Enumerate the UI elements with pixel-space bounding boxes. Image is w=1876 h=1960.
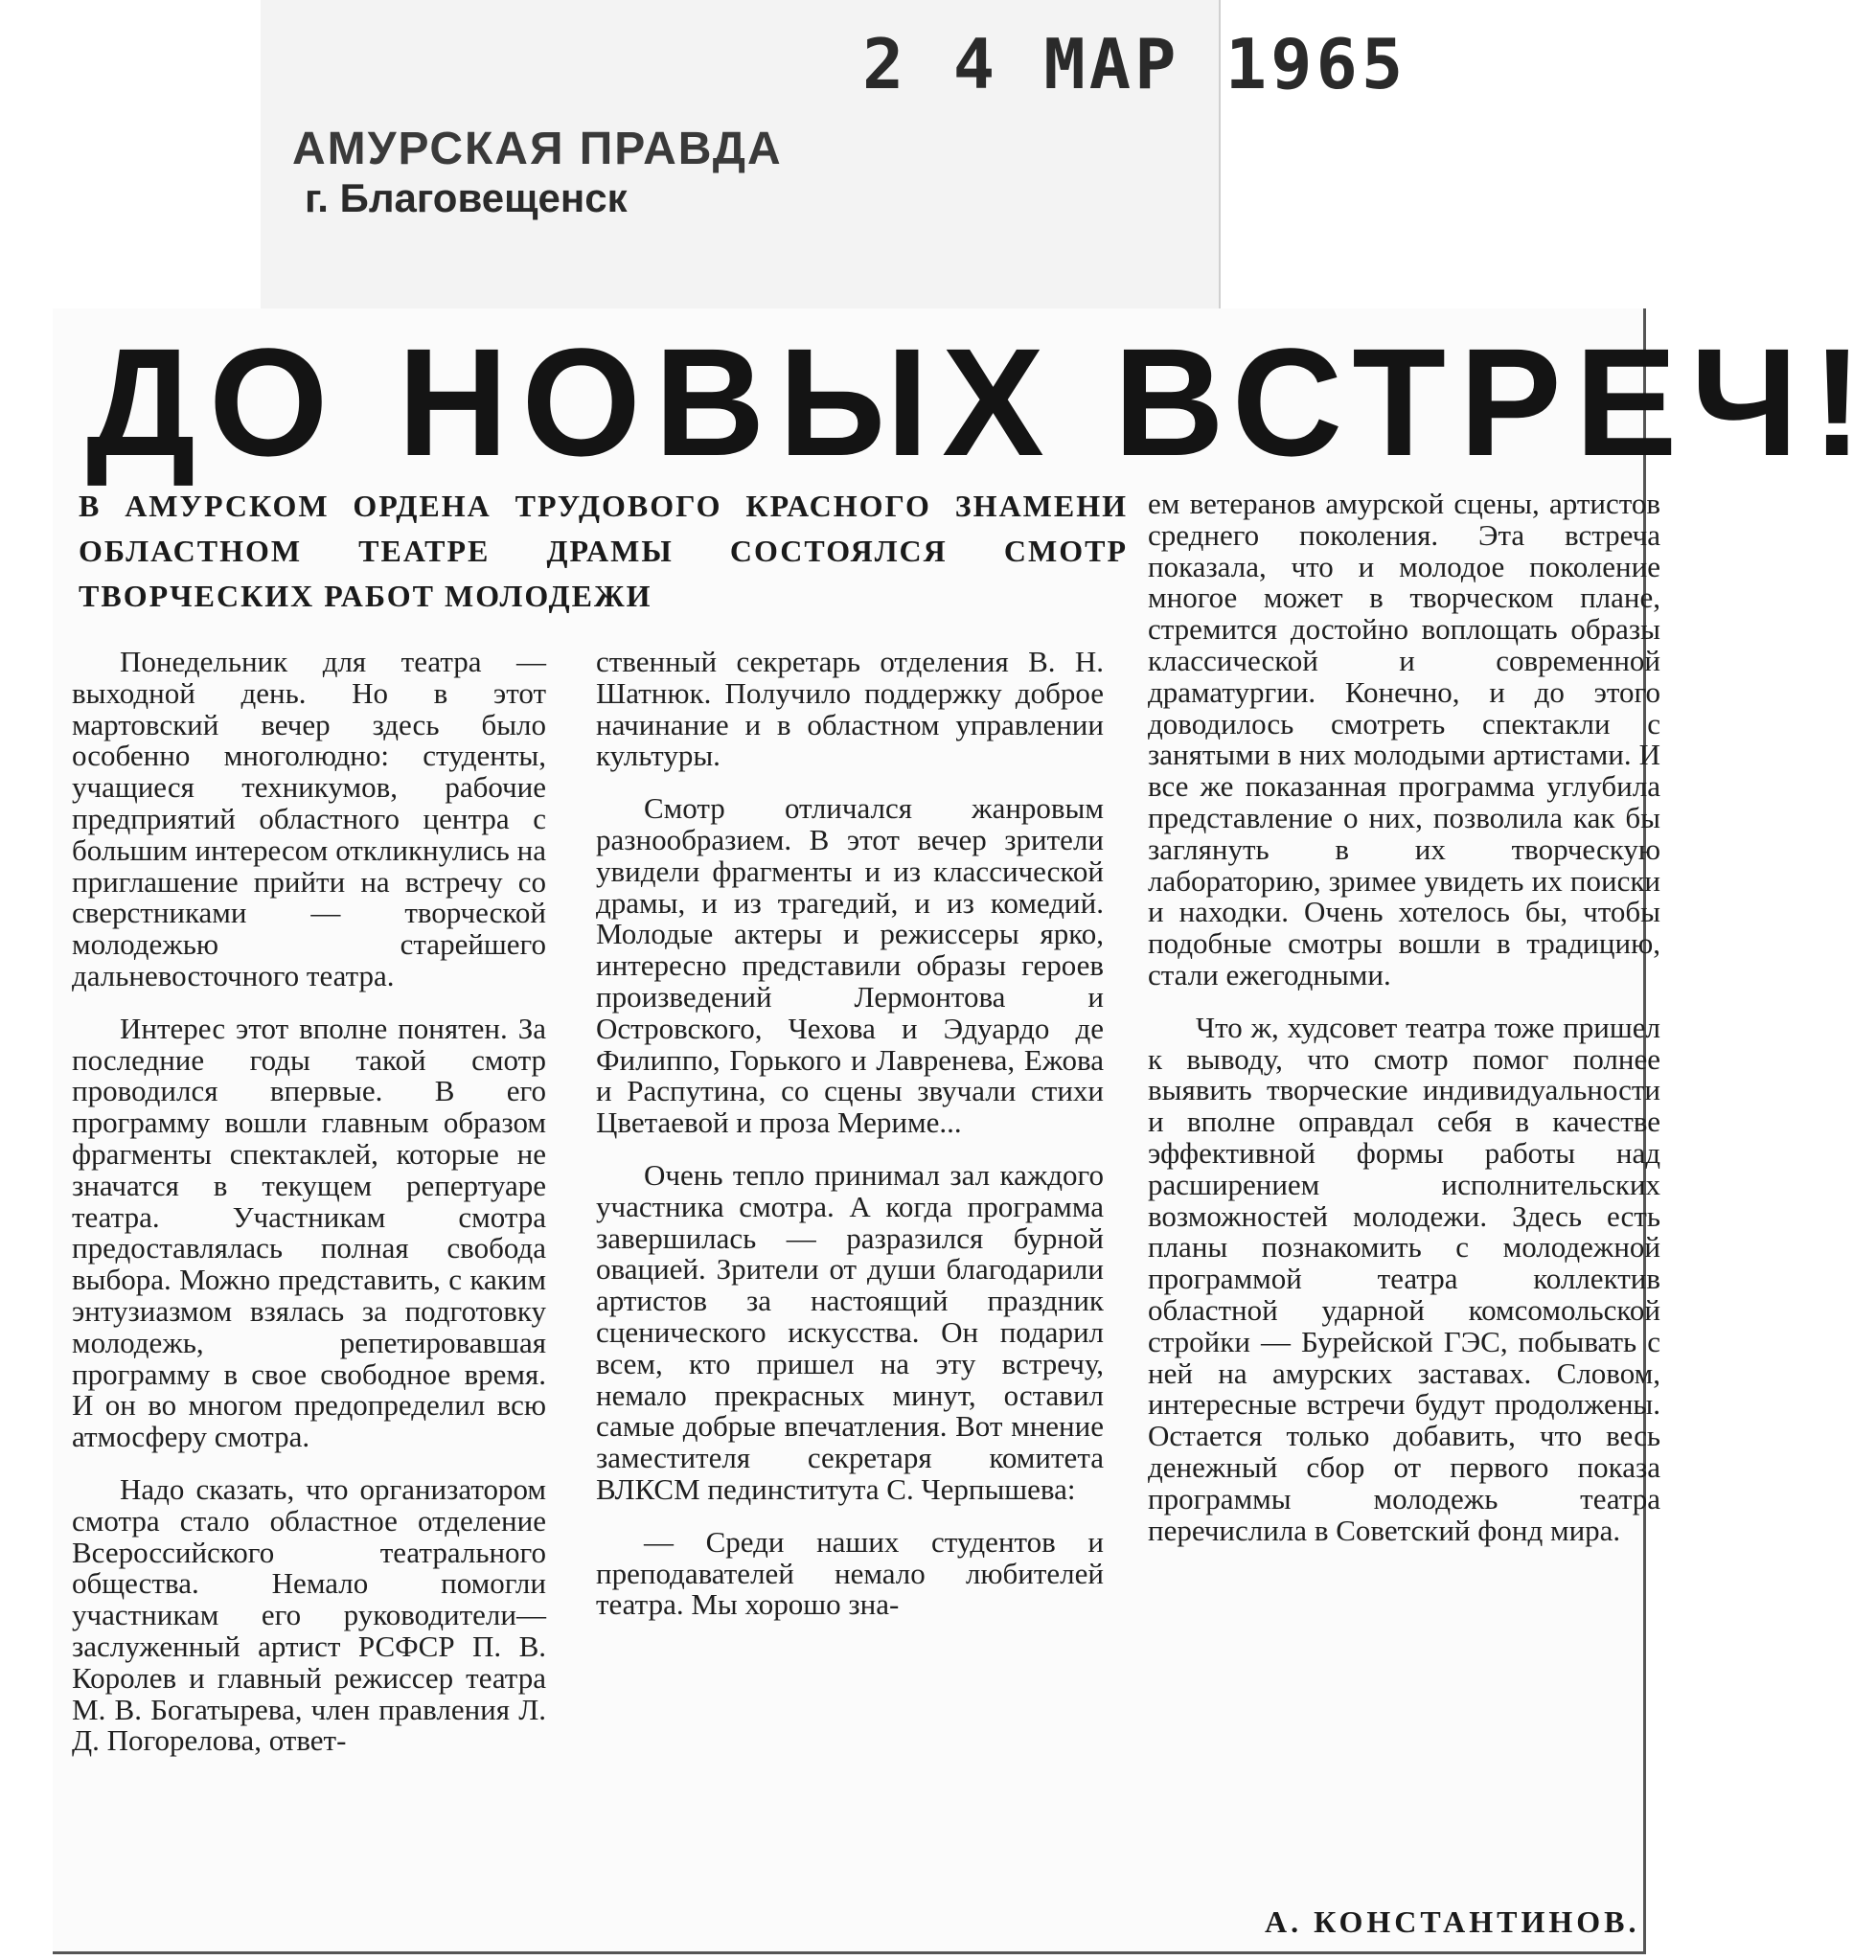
paragraph: Надо сказать, что организатором смотра стало областное отделение Всероссийского театрального общества. Немало помогли участникам его руководители—заслуженный артист РСФСР П. В. Королев и главный режиссер театра М. В. Богатырева, член правления Л. Д. Погорелова, ответ- — [72, 1471, 546, 1758]
paragraph: Понедельник для театра — выходной день. Но в этот мартовский вечер здесь было особенно многолюдно: студенты, учащиеся техникумов, рабочие предприятий областного центра с большим интересом откликнулись на приглашение прийти на встречу со сверстниками — творческой молодежью старейшего дальневосточного театра. — [72, 645, 546, 992]
paragraph: Интерес этот вполне понятен. За последние годы такой смотр проводился впервые. В его программу вошли главным образом фрагменты спектаклей, которые не значатся в текущем репертуаре театра. Участникам смотра предоставлялась полная свобода выбора. Можно представить, с каким энтузиазмом взялась за подготовку молодежь, репетировавшая программу в свое свободное время. И он во многом предопределил всю атмосферу смотра. — [72, 1011, 546, 1454]
text-column-1 — [72, 647, 546, 1778]
paragraph: Смотр отличался жанровым разнообразием. В этот вечер зрители увидели фрагменты и из классической драмы, и из трагедий, и из комедий. Молодые актеры и режиссеры ярко, интересно представили образы героев произведений Лермонтова и Островского, Чехова и Эдуардо де Филиппо, Горького и Лавренева, Ежова и Распутина, со сцены звучали стихи Цветаевой и проза Мериме... — [596, 791, 1104, 1140]
text-column-3 — [1148, 489, 1660, 1567]
author-signature: А. КОНСТАНТИНОВ. — [1265, 1904, 1640, 1939]
newspaper-city-stamp: г. Благовещенск — [305, 175, 628, 220]
text-column-2 — [596, 647, 1104, 1642]
article-headline: ДО НОВЫХ ВСТРЕЧ! — [86, 316, 1876, 488]
paragraph: Очень тепло принимал зал каждого участника смотра. А когда программа завершилась — разразился бурной овацией. Зрители от души благодарили артистов за настоящий праздник сценического искусства. Он подарил всем, кто пришел на эту встречу, немало прекрасных минут, оставил самые добрые впечатления. Вот мнение заместителя секретаря комитета ВЛКСМ пединститута С. Черпышева: — [596, 1157, 1104, 1506]
paragraph: ственный секретарь отделения В. Н. Шатнюк. Получило поддержку доброе начинание и в областном управлении культуры. — [596, 645, 1104, 773]
paragraph: ем ветеранов амурской сцены, артистов среднего поколения. Эта встреча показала, что и молодое поколение многое может в творческом плане, стремится достойно воплощать образы классической и современной драматургии. Конечно, и до этого доводилось смотреть спектакли с занятыми в них молодыми артистами. И все же показанная программа углубила представление о них, позволила как бы заглянуть в их творческую лабораторию, зримее увидеть их поиски и находки. Очень хотелось бы, чтобы подобные смотры вошли в традицию, стали ежегодными. — [1148, 487, 1660, 991]
paragraph: — Среди наших студентов и преподавателей немало любителей театра. Мы хорошо зна- — [596, 1524, 1104, 1622]
paragraph: Что ж, худсовет театра тоже пришел к выводу, что смотр помог полнее выявить творческие индивидуальности и вполне оправдал себя в качестве эффективной формы работы над расширением исполнительских возможностей молодежи. Здесь есть планы познакомить с молодежной программой театра коллектив областной ударной комсомольской стройки — Бурейской ГЭС, побывать с ней на амурских заставах. Словом, интересные встречи будут продолжены. Остается только добавить, что весь денежный сбор от первого показа программы молодежь театра перечислила в Советский фонд мира. — [1148, 1010, 1660, 1547]
article-subheadline: В АМУРСКОМ ОРДЕНА ТРУДОВОГО КРАСНОГО ЗНАМЕНИ ОБЛАСТНОМ ТЕАТРЕ ДРАМЫ СОСТОЯЛСЯ СМОТР ТВОРЧЕСКИХ РАБОТ МОЛОДЕЖИ — [79, 489, 1128, 613]
newspaper-name-stamp: АМУРСКАЯ ПРАВДА — [292, 124, 783, 174]
date-stamp: 2 4 МАР 1965 — [862, 24, 1407, 104]
